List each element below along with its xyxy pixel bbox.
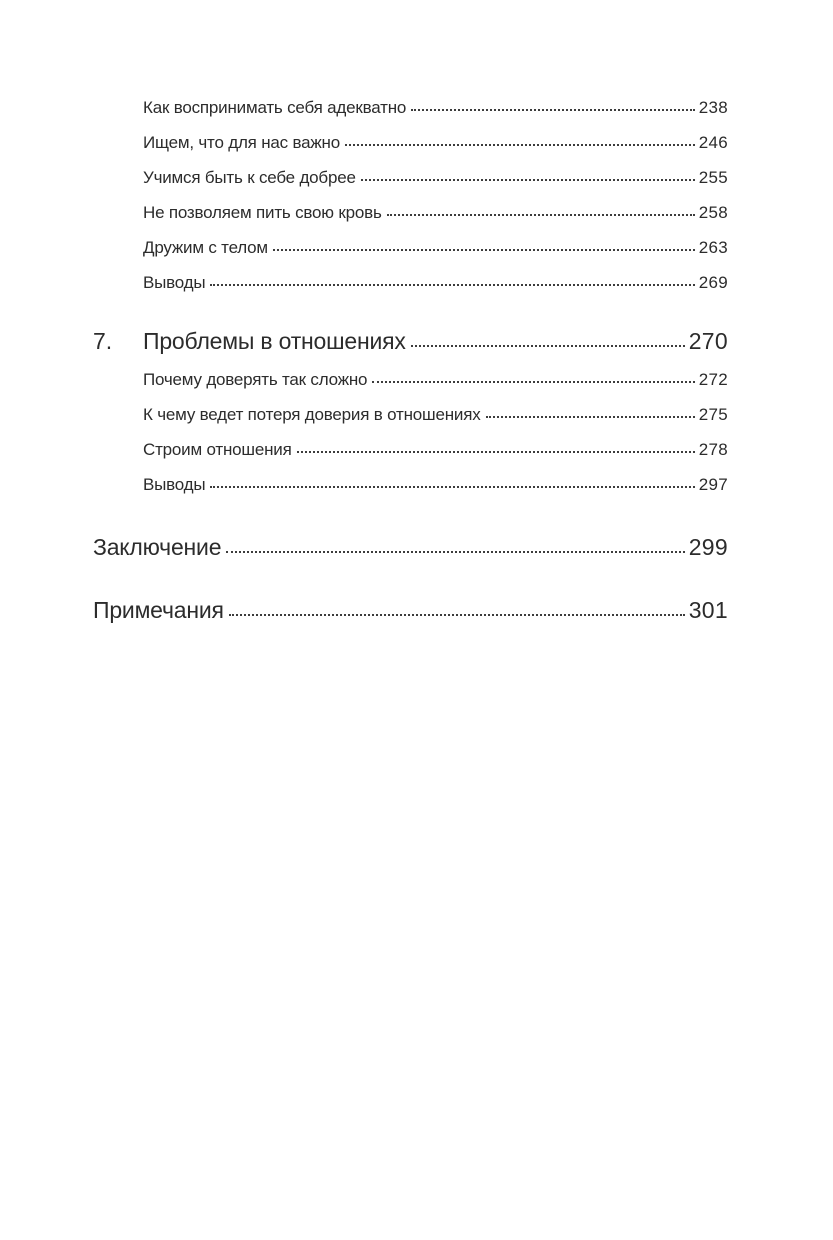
- toc-entry: [93, 467, 728, 502]
- toc-entry-label: Как воспринимать себя адекватно: [143, 98, 407, 117]
- toc-entry-page: 272: [698, 370, 728, 389]
- dot-leader: [273, 249, 695, 251]
- toc-entry-page: 270: [688, 328, 728, 354]
- dot-leader: [411, 345, 685, 347]
- toc-entry-page: 246: [698, 133, 728, 152]
- toc-section-label: Заключение: [93, 534, 222, 560]
- toc-entry-page: 299: [688, 534, 728, 560]
- table-of-contents: [93, 0, 728, 631]
- dot-leader: [345, 144, 695, 146]
- toc-chapter-entry: [93, 320, 728, 362]
- chapter-number: 7.: [93, 328, 113, 354]
- toc-entry-label: Строим отношения: [143, 440, 292, 459]
- toc-entry: [93, 362, 728, 397]
- dot-leader: [210, 284, 694, 286]
- toc-entry-page: 258: [698, 203, 728, 222]
- toc-entry-page: 269: [698, 273, 728, 292]
- toc-entry: [93, 160, 728, 195]
- dot-leader: [229, 614, 685, 616]
- toc-entry: [93, 397, 728, 432]
- toc-entry-label: Почему доверять так сложно: [143, 370, 368, 389]
- toc-entry-label: Не позволяем пить свою кровь: [143, 203, 382, 222]
- toc-section-entry: [93, 526, 728, 568]
- toc-entry-page: 301: [688, 597, 728, 623]
- dot-leader: [486, 416, 695, 418]
- toc-entry: [93, 195, 728, 230]
- toc-entry-page: 238: [698, 98, 728, 117]
- toc-entry-label: Выводы: [143, 273, 206, 292]
- toc-entry-label: Дружим с телом: [143, 238, 268, 257]
- dot-leader: [411, 109, 695, 111]
- toc-entry-label: Ищем, что для нас важно: [143, 133, 340, 152]
- toc-entry-label: Учимся быть к себе добрее: [143, 168, 356, 187]
- toc-chapter-label: Проблемы в отношениях: [143, 328, 406, 354]
- toc-entry: [93, 230, 728, 265]
- dot-leader: [297, 451, 695, 453]
- toc-entry-page: 263: [698, 238, 728, 257]
- toc-section-label: Примечания: [93, 597, 224, 623]
- toc-entry: [93, 125, 728, 160]
- dot-leader: [226, 551, 684, 553]
- toc-entry-label: К чему ведет потеря доверия в отношениях: [143, 405, 481, 424]
- toc-entry-page: 255: [698, 168, 728, 187]
- toc-entry-page: 297: [698, 475, 728, 494]
- dot-leader: [372, 381, 694, 383]
- toc-entry-label: Выводы: [143, 475, 206, 494]
- dot-leader: [361, 179, 695, 181]
- toc-entry-page: 278: [698, 440, 728, 459]
- dot-leader: [387, 214, 695, 216]
- toc-entry: [93, 432, 728, 467]
- toc-section-entry: [93, 589, 728, 631]
- toc-entry: [93, 90, 728, 125]
- dot-leader: [210, 486, 694, 488]
- toc-entry: [93, 265, 728, 300]
- toc-entry-page: 275: [698, 405, 728, 424]
